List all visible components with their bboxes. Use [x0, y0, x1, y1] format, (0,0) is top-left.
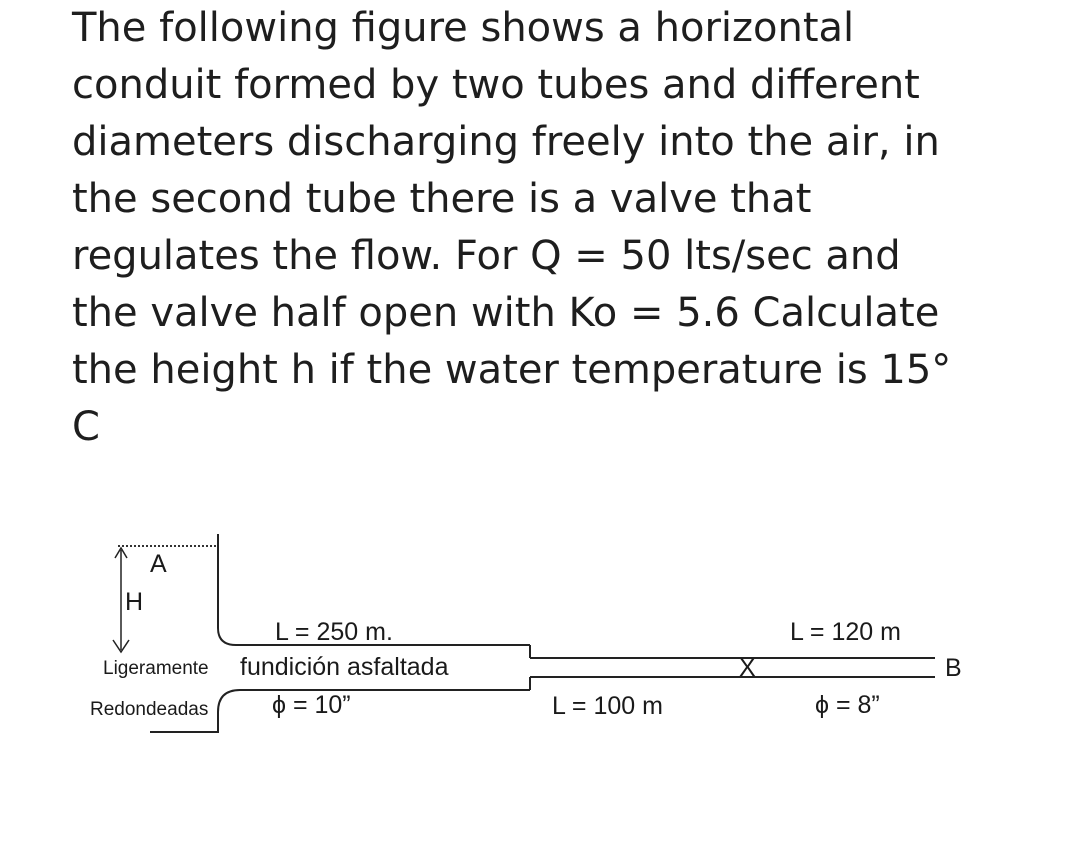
- problem-line-7: the height h if the water temperature is 15°: [72, 347, 952, 393]
- problem-line-1: The following figure shows a horizontal: [72, 5, 855, 51]
- problem-line-6: the valve half open with Ko = 5.6 Calculate: [72, 290, 940, 336]
- problem-line-4: the second tube there is a valve that: [72, 176, 812, 222]
- problem-line-3: diameters discharging freely into the air, in: [72, 119, 940, 165]
- entrance-label-1: Ligeramente: [103, 658, 209, 679]
- pipe2-diameter-label: ϕ = 8”: [815, 691, 880, 719]
- pipe1-length-label: L = 250 m.: [275, 618, 393, 646]
- point-b-label: B: [945, 654, 962, 682]
- pipe1-diameter-label: ϕ = 10”: [272, 691, 351, 719]
- valve-symbol: X: [739, 654, 756, 682]
- pipe2-length-upstream-label: L = 100 m: [552, 692, 663, 720]
- problem-line-8: C: [72, 404, 100, 450]
- problem-line-5: regulates the flow. For Q = 50 lts/sec and: [72, 233, 901, 279]
- height-h-label: H: [125, 588, 144, 616]
- problem-line-2: conduit formed by two tubes and different: [72, 62, 920, 108]
- point-a-label: A: [150, 550, 167, 578]
- pipe2-length-downstream-label: L = 120 m: [790, 618, 901, 646]
- pipe1-material-label: fundición asfaltada: [240, 653, 449, 681]
- entrance-label-2: Redondeadas: [90, 699, 209, 720]
